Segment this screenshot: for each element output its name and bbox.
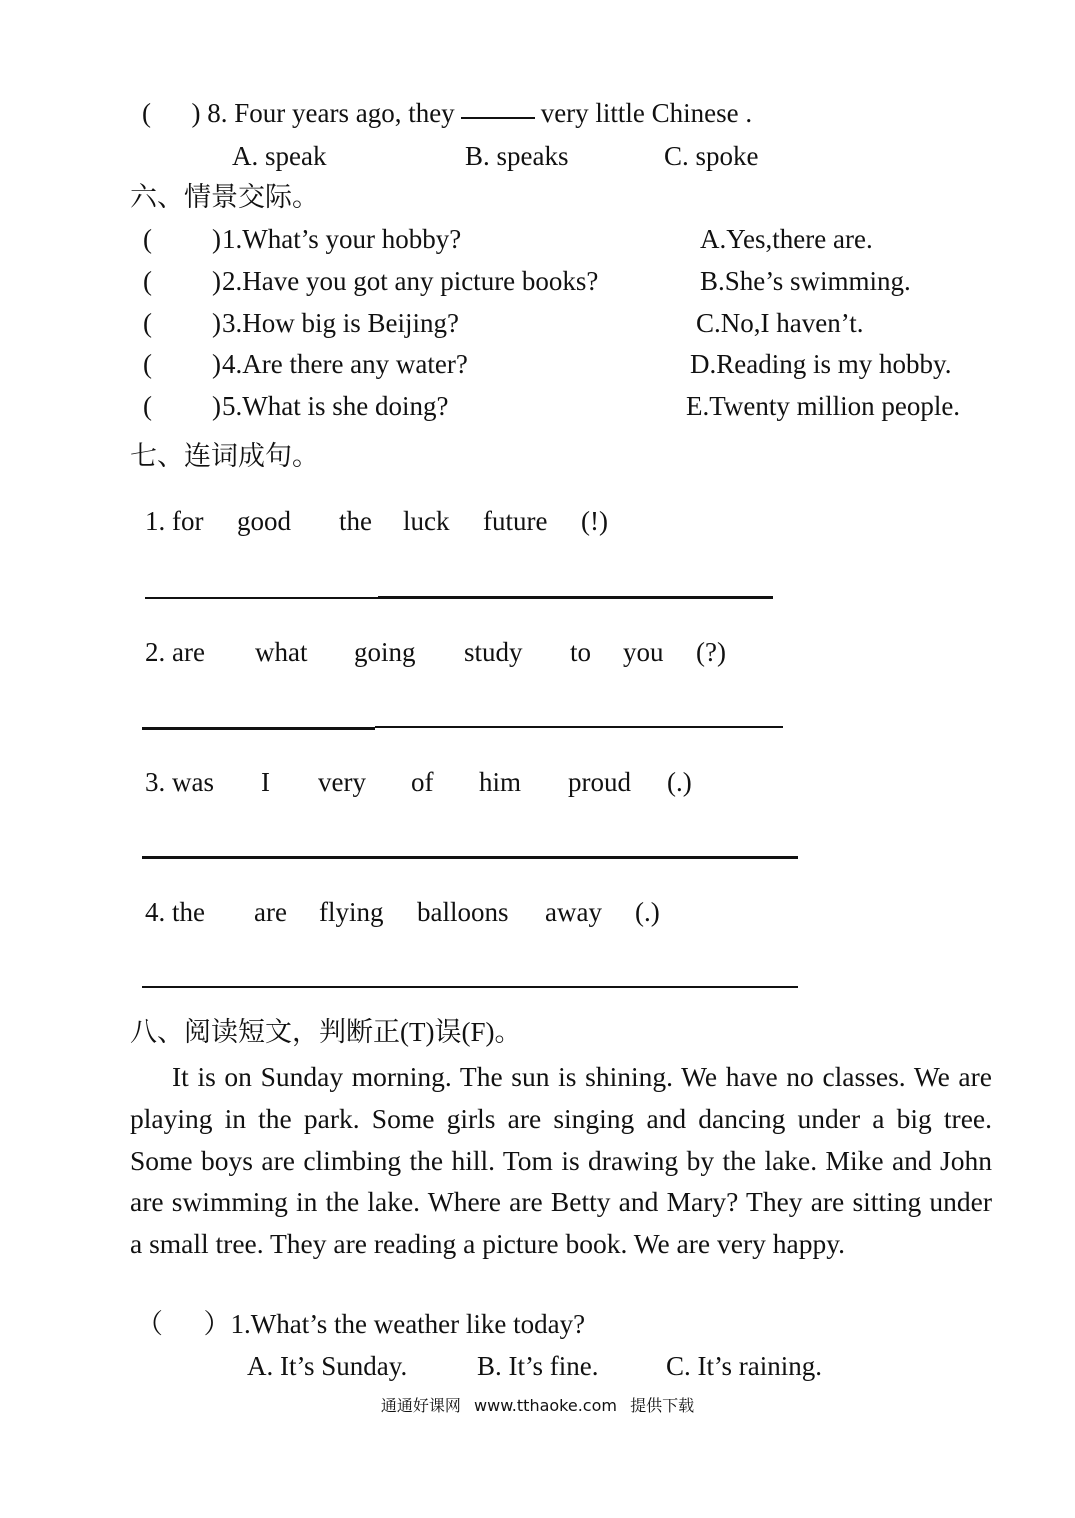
scrambled-word: proud <box>568 767 631 797</box>
scrambled-word: what <box>255 637 308 667</box>
scrambled-word: I <box>261 767 270 797</box>
match-question: 5.What is she doing? <box>222 391 449 421</box>
scrambled-word: luck <box>403 506 450 536</box>
q8-option-c: C. spoke <box>664 141 759 171</box>
scrambled-word: (?) <box>696 637 726 667</box>
scrambled-word: flying <box>319 897 384 927</box>
answer-paren: （ ） <box>136 1309 231 1339</box>
question-text: 1.What’s the weather like today? <box>230 1309 586 1339</box>
answer-paren-open: ( <box>143 224 152 254</box>
answer-line[interactable] <box>375 726 783 728</box>
answer-paren-close: ) <box>212 266 221 296</box>
match-question: 1.What’s your hobby? <box>222 224 462 254</box>
section-7-title: 七、连词成句。 <box>130 441 319 471</box>
scrambled-word: the <box>339 506 372 536</box>
scrambled-word: going <box>354 637 416 667</box>
answer-paren-open: ( <box>143 391 152 421</box>
footer-site-name: 通通好课网 <box>380 1396 461 1415</box>
reading-q1-option-a: A. It’s Sunday. <box>247 1351 408 1381</box>
scrambled-word: future <box>483 506 548 536</box>
match-question: 4.Are there any water? <box>222 349 468 379</box>
scrambled-word: study <box>464 637 523 667</box>
scrambled-word: away <box>545 897 602 927</box>
page-footer <box>0 1393 1075 1416</box>
question-text-end: very little Chinese . <box>540 98 753 128</box>
answer-paren: ( ) <box>142 98 201 128</box>
section-8-title: 八、阅读短文，判断正(T)误(F)。 <box>130 1017 522 1047</box>
scrambled-word: (.) <box>635 897 660 927</box>
answer-line[interactable] <box>142 856 798 859</box>
reading-q1 <box>136 1311 585 1338</box>
match-answer: A.Yes,there are. <box>700 224 873 254</box>
scrambled-word: very <box>318 767 366 797</box>
match-question: 2.Have you got any picture books? <box>222 266 599 296</box>
answer-paren-open: ( <box>143 266 152 296</box>
scrambled-word: 3. was <box>145 767 214 797</box>
scrambled-word: 4. the <box>145 897 205 927</box>
q8-option-b: B. speaks <box>465 141 569 171</box>
answer-line[interactable] <box>142 986 798 988</box>
answer-paren-close: ) <box>212 308 221 338</box>
footer-url[interactable]: www.tthaoke.com <box>474 1396 617 1415</box>
scrambled-word: good <box>237 506 291 536</box>
passage-text: It is on Sunday morning. The sun is shining. We have no classes. We are playing in the park. Some girls are singing and dancing under a big tree. Some boys are climbing the hill. Tom is drawing by the lake. Mike and John are swimming in the lake. Where are Betty and Mary? They are sitting under a small tree. They are reading a picture book. We are very happy. <box>130 1061 992 1260</box>
reading-q1-option-b: B. It’s fine. <box>477 1351 599 1381</box>
question-text: 8. Four years ago, they <box>207 98 455 128</box>
footer-note: 提供下载 <box>630 1396 695 1415</box>
answer-line[interactable] <box>378 596 773 599</box>
scrambled-word: (.) <box>667 767 692 797</box>
fill-blank[interactable] <box>461 116 535 119</box>
answer-paren-open: ( <box>143 349 152 379</box>
answer-paren-close: ) <box>212 391 221 421</box>
scrambled-word: to <box>570 637 592 667</box>
q8-option-a: A. speak <box>232 141 327 171</box>
reading-q1-option-c: C. It’s raining. <box>666 1351 822 1381</box>
answer-paren-open: ( <box>143 308 152 338</box>
scrambled-word: are <box>254 897 287 927</box>
answer-line[interactable] <box>145 597 378 599</box>
match-question: 3.How big is Beijing? <box>222 308 459 338</box>
scrambled-word: 2. are <box>145 637 205 667</box>
answer-line[interactable] <box>142 727 375 730</box>
scrambled-word: him <box>479 767 522 797</box>
scrambled-word: balloons <box>417 897 509 927</box>
match-answer: D.Reading is my hobby. <box>690 349 952 379</box>
match-answer: C.No,I haven’t. <box>696 308 864 338</box>
scrambled-word: (!) <box>581 506 608 536</box>
answer-paren-close: ) <box>212 224 221 254</box>
section-6-title: 六、情景交际。 <box>130 182 319 212</box>
scrambled-word: 1. for <box>145 506 204 536</box>
scrambled-word: you <box>623 637 664 667</box>
reading-passage <box>130 1056 992 1265</box>
answer-paren-close: ) <box>212 349 221 379</box>
match-answer: B.She’s swimming. <box>700 266 911 296</box>
q8-line <box>142 100 752 127</box>
scrambled-word: of <box>411 767 434 797</box>
match-answer: E.Twenty million people. <box>686 391 961 421</box>
